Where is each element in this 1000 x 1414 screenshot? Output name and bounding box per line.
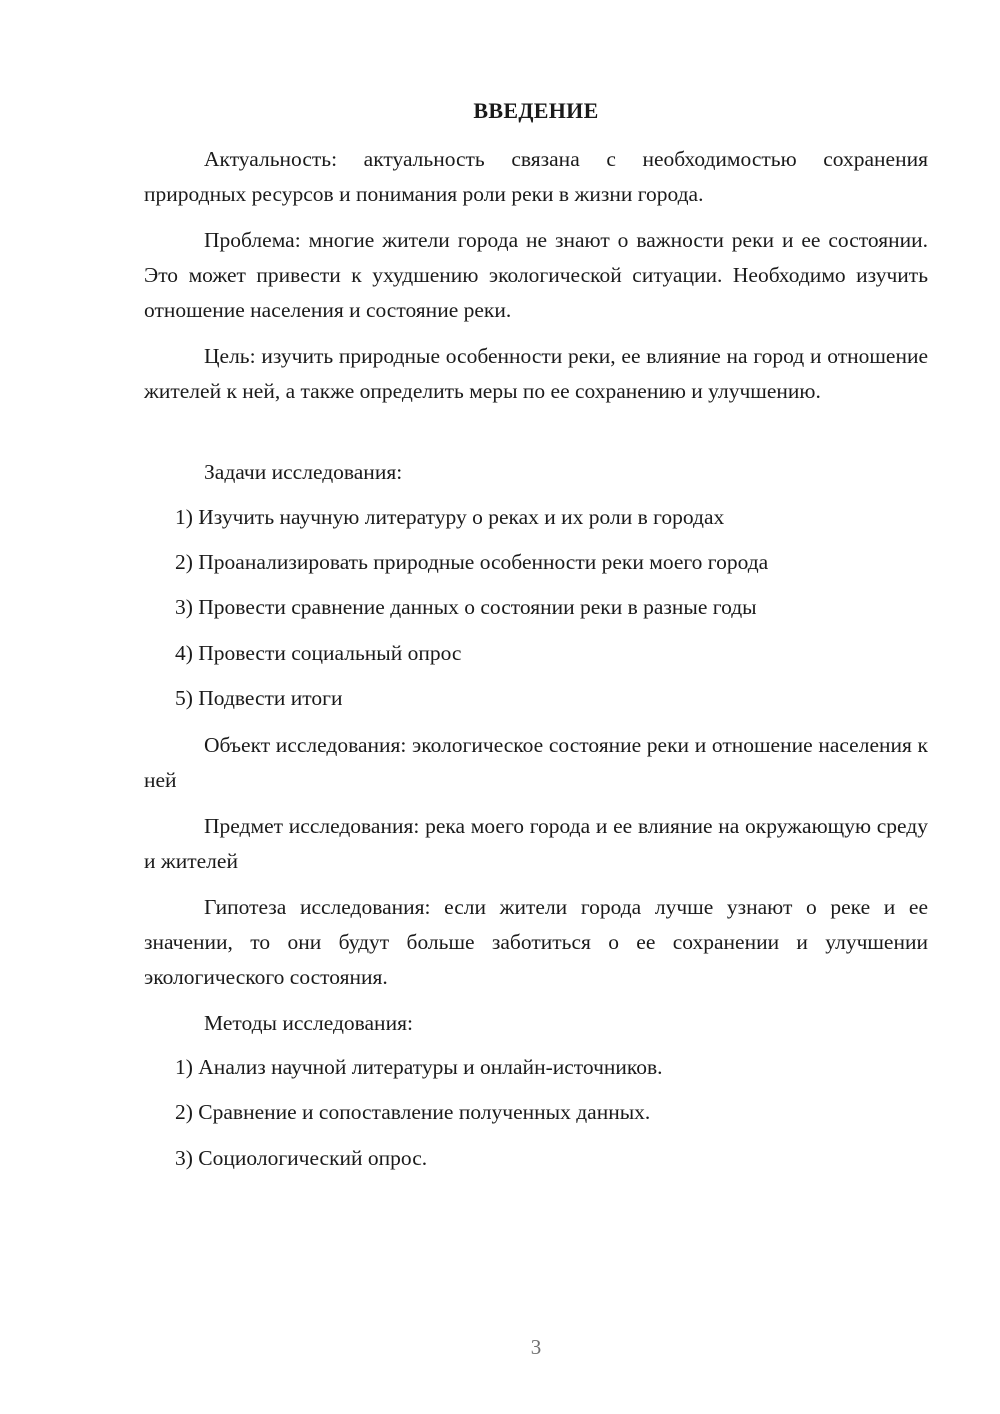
goal-paragraph: Цель: изучить природные особенности реки, ее влияние на город и отношение жителей к ней, а также определить меры по ее сохранению и улучшению. [144,344,928,403]
subject-paragraph: Предмет исследования: река моего города и ее влияние на окружающую среду и жителей [144,814,928,873]
tasks-title: Задачи исследования: [204,460,403,484]
page-number: 3 [530,1335,542,1359]
task-item: 2) Проанализировать природные особенности реки моего города [175,550,769,574]
method-item: 2) Сравнение и сопоставление полученных данных. [175,1100,651,1124]
relevance-paragraph: Актуальность: актуальность связана с необходимостью сохранения природных ресурсов и понимания роли реки в жизни города. [144,147,928,206]
method-item: 3) Социологический опрос. [175,1146,428,1170]
task-item: 3) Провести сравнение данных о состоянии реки в разные годы [175,595,757,619]
task-item: 4) Провести социальный опрос [175,641,462,665]
methods-title: Методы исследования: [204,1011,413,1035]
hypothesis-paragraph: Гипотеза исследования: если жители города лучше узнают о реке и ее значении, то они будут больше заботиться о ее сохранении и улучшении экологического состояния. [144,895,928,989]
problem-paragraph: Проблема: многие жители города не знают о важности реки и ее состоянии. Это может привести к ухудшению экологической ситуации. Необходимо изучить отношение населения и состояние реки. [144,228,928,322]
section-heading: ВВЕДЕНИЕ [473,98,599,123]
task-item: 1) Изучить научную литературу о реках и их роли в городах [175,505,725,529]
method-item: 1) Анализ научной литературы и онлайн-источников. [175,1055,663,1079]
task-item: 5) Подвести итоги [175,686,343,710]
object-paragraph: Объект исследования: экологическое состояние реки и отношение населения к ней [144,733,928,792]
